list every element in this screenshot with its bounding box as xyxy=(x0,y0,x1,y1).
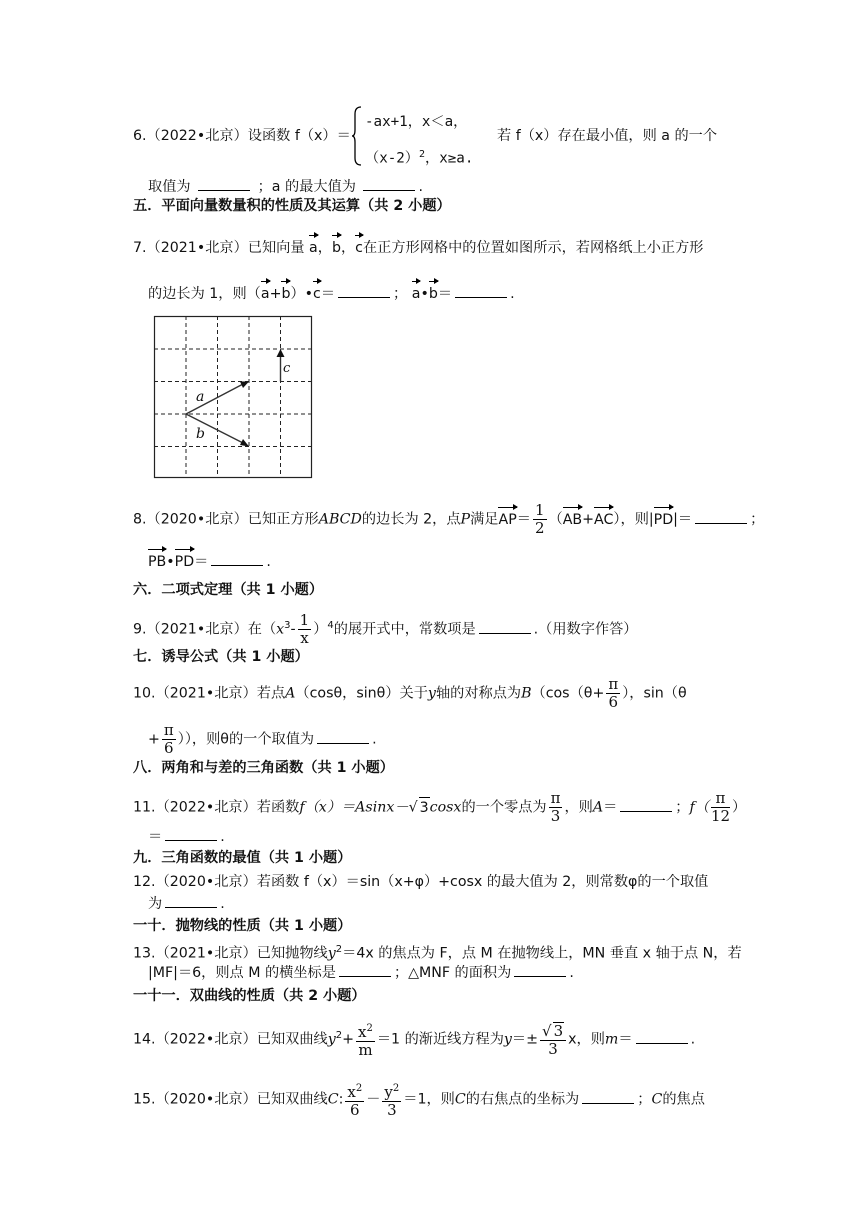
answer-blank[interactable] xyxy=(317,729,369,744)
q10-text6: ）），则θ的一个取值为 xyxy=(177,731,315,748)
fraction-y2-over-3 xyxy=(382,1080,401,1119)
semicolon: ； xyxy=(637,1091,652,1108)
minus-sign: - xyxy=(290,621,296,638)
q11-line1 xyxy=(133,790,746,825)
q6-function: f（x）＝ xyxy=(294,128,351,144)
sqrt-icon: √ xyxy=(542,1021,552,1040)
semicolon: ； xyxy=(675,799,690,816)
vector-b: b xyxy=(429,280,438,304)
equals-sign: ＝ xyxy=(320,286,336,302)
q8-text: 8.（2020•北京）已知正方形 xyxy=(133,511,319,528)
q8-point-p: P xyxy=(460,511,471,528)
q8-text5: |＝ xyxy=(673,511,693,528)
sqrt-value: 3 xyxy=(553,1021,564,1040)
q10-text4: （cos（θ+ xyxy=(531,685,605,702)
var-y: y xyxy=(503,1031,512,1048)
plus-sign: + xyxy=(148,731,160,748)
fraction-denominator: 3 xyxy=(387,1101,397,1119)
q10-text5: ），sin（θ xyxy=(622,685,687,702)
exponent: 2 xyxy=(355,1083,363,1094)
paren: ） xyxy=(732,799,747,816)
q6-tail-text: 若 f（x）存在最小值，则 a 的一个 xyxy=(497,128,718,144)
answer-blank[interactable] xyxy=(695,509,747,524)
var-x: x xyxy=(358,1023,367,1041)
answer-blank[interactable] xyxy=(582,1089,634,1104)
answer-blank[interactable] xyxy=(338,283,390,298)
vector-c: c xyxy=(355,234,363,258)
section-heading-9: 九．三角函数的最值（共 1 小题） xyxy=(133,850,352,866)
var-y: y xyxy=(427,685,436,702)
var-y: y xyxy=(384,1083,393,1101)
q6-case1-text: -ax+1，x＜a， xyxy=(365,114,468,130)
q15-text3: 的右焦点的坐标为 xyxy=(465,1091,580,1108)
var-a: A xyxy=(592,799,604,816)
fraction-denominator: 12 xyxy=(710,807,731,825)
q8-text3: 满足 xyxy=(470,511,499,528)
section-heading-10: 一十．抛物线的性质（共 1 小题） xyxy=(133,918,352,934)
exponent: 4 xyxy=(327,619,334,631)
period: . xyxy=(510,286,515,302)
q6-line2-text2: ；a 的最大值为 xyxy=(257,179,356,195)
var-y: y xyxy=(327,945,336,962)
semicolon: ； xyxy=(393,286,408,302)
q7-text2: 在正方形网格中的位置如图所示，若网格纸上小正方形 xyxy=(362,240,704,256)
q13-text3: |MF|＝6，则点 M 的横坐标是 xyxy=(148,965,336,981)
q6-line2 xyxy=(148,176,423,197)
q12-line1 xyxy=(133,872,708,892)
q6-case2-exponent: 2 xyxy=(419,149,426,160)
q9-line xyxy=(133,612,638,647)
vector-a: a xyxy=(412,280,421,304)
q7-text: 7.（2021•北京）已知向量 xyxy=(133,240,305,256)
fraction-denominator: 2 xyxy=(534,519,545,537)
fraction-numerator: 1 xyxy=(299,611,310,629)
answer-blank[interactable] xyxy=(479,619,531,634)
q10-line2 xyxy=(148,722,377,757)
section-heading-8: 八．两角和与差的三角函数（共 1 小题） xyxy=(133,760,394,776)
q14-text: 14.（2022•北京）已知双曲线 xyxy=(133,1031,328,1048)
fraction-pi-over-6 xyxy=(162,722,176,757)
plus-sign: + xyxy=(269,286,282,302)
answer-blank[interactable] xyxy=(620,797,672,812)
fraction-1-over-x xyxy=(298,612,312,647)
q6-period: . xyxy=(418,179,423,195)
fraction-numerator xyxy=(356,1020,375,1042)
q14-text4: x，则 xyxy=(568,1031,605,1048)
fraction-denominator: 6 xyxy=(164,739,174,757)
period: . xyxy=(372,731,377,748)
var-x: x xyxy=(276,621,285,638)
fraction-denominator: 3 xyxy=(550,807,561,825)
point-a: A xyxy=(285,685,296,702)
period: . xyxy=(266,554,271,570)
vector-c: c xyxy=(313,280,321,304)
vector-ab: AB xyxy=(563,506,582,530)
var-c: C xyxy=(327,1091,339,1108)
period: . xyxy=(569,965,574,981)
period: . xyxy=(690,1031,696,1048)
q6-case2-text: （x-2） xyxy=(365,150,419,167)
sqrt-value: 3 xyxy=(419,797,430,818)
answer-blank[interactable] xyxy=(211,551,263,566)
q15-text2: ＝1，则 xyxy=(403,1091,455,1108)
q8-text4: ），则| xyxy=(613,511,654,528)
answer-blank[interactable] xyxy=(198,176,250,191)
vector-ac: AC xyxy=(594,506,613,530)
q11-text2: 的一个零点为 xyxy=(461,799,547,816)
sqrt-icon: √ xyxy=(408,799,418,816)
q10-line1 xyxy=(133,676,687,711)
q8-line2 xyxy=(148,548,271,572)
q9-text2: 的展开式中，常数项是 xyxy=(333,621,476,638)
fraction-pi-over-3 xyxy=(549,790,563,825)
q9-text: 9.（2021•北京）在（ xyxy=(133,621,277,638)
q7-line1: 7.（2021•北京）已知向量 a，b，c在正方形网格中的位置如图所示，若网格纸上小正方形 xyxy=(133,234,703,258)
answer-blank[interactable] xyxy=(165,893,217,908)
fraction-numerator xyxy=(382,1080,401,1102)
answer-blank[interactable] xyxy=(455,283,507,298)
section-heading-11: 一十一．双曲线的性质（共 2 小题） xyxy=(133,988,366,1004)
answer-blank[interactable] xyxy=(363,176,415,191)
q6-case2 xyxy=(365,145,473,169)
q11-cos: cosx xyxy=(429,799,462,816)
figure-label-a: a xyxy=(196,389,205,405)
q6-number: 6.（2022•北京）设函数 xyxy=(133,128,291,144)
paren: ） xyxy=(313,621,328,638)
var-y: y xyxy=(327,1031,336,1048)
q14-text2: ＝1 的渐近线方程为 xyxy=(376,1031,504,1048)
q10-text3: 轴的对称点为 xyxy=(435,685,522,702)
vector-b: b xyxy=(332,234,341,258)
dot-sign: • xyxy=(420,286,429,302)
q13-text2: ＝4x 的焦点为 F，点 M 在抛物线上，MN 垂直 x 轴于点 N，若 xyxy=(342,945,742,962)
vector-b: b xyxy=(281,280,290,304)
equals-sign: ＝ xyxy=(618,1031,633,1048)
q14-text3: ＝± xyxy=(511,1031,538,1048)
var-x: x xyxy=(347,1083,356,1101)
fraction-numerator: π xyxy=(711,790,730,808)
dot-sign: • xyxy=(166,554,175,570)
q11-text3: ，则 xyxy=(564,799,593,816)
vector-pd: PD xyxy=(175,548,194,572)
q7-line2 xyxy=(148,280,515,304)
vector-ap: AP xyxy=(498,506,516,530)
vector-grid-figure xyxy=(150,312,316,480)
q7-line2-text: 的边长为 1，则（ xyxy=(148,286,261,302)
q13-line1 xyxy=(133,940,742,964)
section-heading-5: 五．平面向量数量积的性质及其运算（共 2 小题） xyxy=(133,198,451,214)
period: . xyxy=(220,829,225,845)
equals-sign: ＝ xyxy=(148,829,163,845)
fraction-pi-over-12 xyxy=(711,790,730,825)
fraction-denominator: 3 xyxy=(548,1039,558,1058)
point-b: B xyxy=(521,685,532,702)
vector-pb: PB xyxy=(148,548,166,572)
q13-line2 xyxy=(148,962,574,983)
fraction-numerator: π xyxy=(163,721,174,739)
paren: （ xyxy=(548,511,563,528)
section-heading-6: 六．二项式定理（共 1 小题） xyxy=(133,582,324,598)
fraction-x2-over-m xyxy=(356,1020,375,1059)
q6-line1 xyxy=(133,126,351,146)
answer-blank[interactable] xyxy=(514,962,566,977)
equals-sign: ＝ xyxy=(194,554,209,570)
q6-case1 xyxy=(365,112,467,132)
answer-blank[interactable] xyxy=(165,826,217,841)
period: . xyxy=(220,896,225,912)
equals-sign: ＝ xyxy=(437,286,453,302)
fraction-denominator: 6 xyxy=(608,693,619,711)
vector-pd: PD xyxy=(654,506,673,530)
fraction-pi-over-6 xyxy=(606,676,620,711)
var-m: m xyxy=(604,1031,619,1048)
var-c: C xyxy=(454,1091,466,1108)
q11-line2 xyxy=(148,826,225,847)
q11-function: f（x）＝Asinx－ xyxy=(299,799,409,816)
fraction-numerator xyxy=(345,1080,364,1102)
var-c: C xyxy=(651,1091,663,1108)
fraction-denominator: x xyxy=(300,629,309,647)
q6-case2-condition: ，x≥a. xyxy=(425,150,474,167)
fraction-numerator: π xyxy=(608,675,619,693)
q8-line1 xyxy=(133,502,764,537)
exponent: 2 xyxy=(335,1029,343,1041)
q14-line xyxy=(133,1020,695,1059)
equals-sign: ＝ xyxy=(603,799,618,816)
fraction-denominator: m xyxy=(358,1041,373,1059)
fraction-sqrt3-over-3 xyxy=(540,1022,566,1058)
q15-text4: 的焦点 xyxy=(662,1091,705,1108)
q13-text4: ；△MNF 的面积为 xyxy=(393,965,512,981)
q15-text: 15.（2020•北京）已知双曲线 xyxy=(133,1091,328,1108)
q8-square-name: ABCD xyxy=(318,511,362,528)
q10-text: 10.（2021•北京）若点 xyxy=(133,685,286,702)
plus-sign: + xyxy=(342,1031,355,1048)
vector-b-arrow xyxy=(186,414,245,444)
fraction-x2-over-6 xyxy=(345,1080,364,1119)
q12-line2 xyxy=(148,893,225,914)
fraction-numerator: π xyxy=(550,789,561,807)
q8-text2: 的边长为 2，点 xyxy=(361,511,461,528)
plus-sign: + xyxy=(582,511,595,528)
figure-label-c: c xyxy=(283,361,291,376)
q11-f: f（ xyxy=(689,799,709,816)
semicolon: ； xyxy=(750,511,765,528)
vector-a: a xyxy=(309,234,318,258)
fraction-numerator: 1 xyxy=(534,501,545,519)
figure-label-b: b xyxy=(196,426,205,442)
answer-blank[interactable] xyxy=(339,962,391,977)
q10-text2: （cosθ，sinθ）关于 xyxy=(295,685,428,702)
minus-sign: － xyxy=(366,1091,381,1108)
exponent: 2 xyxy=(366,1023,373,1034)
dot-sign: ）• xyxy=(290,286,314,302)
q11-text: 11.（2022•北京）若函数 xyxy=(133,799,300,816)
q6-line2-text: 取值为 xyxy=(148,179,191,195)
equals-sign: ＝ xyxy=(516,511,531,528)
q6-tail xyxy=(497,126,717,146)
q15-line xyxy=(133,1080,705,1119)
section-heading-7: 七．诱导公式（共 1 小题） xyxy=(133,649,309,665)
fraction-numerator xyxy=(540,1022,566,1041)
q9-text3: .（用数字作答） xyxy=(533,621,638,638)
answer-blank[interactable] xyxy=(636,1029,688,1044)
q12-text2: 为 xyxy=(148,896,163,912)
colon: : xyxy=(338,1091,344,1108)
piecewise-brace-icon xyxy=(352,106,362,166)
vector-a: a xyxy=(261,280,270,304)
exponent: 2 xyxy=(392,1083,400,1094)
exponent: 3 xyxy=(284,619,291,631)
q12-text: 12.（2020•北京）若函数 f（x）＝sin（x+φ）+cosx 的最大值为 2，则常数φ的一个取值 xyxy=(133,874,709,890)
q13-text: 13.（2021•北京）已知抛物线 xyxy=(133,945,328,962)
fraction-denominator: 6 xyxy=(350,1101,360,1119)
exponent: 2 xyxy=(335,944,343,955)
fraction-half xyxy=(533,502,547,537)
vector-a-arrow xyxy=(186,383,245,414)
